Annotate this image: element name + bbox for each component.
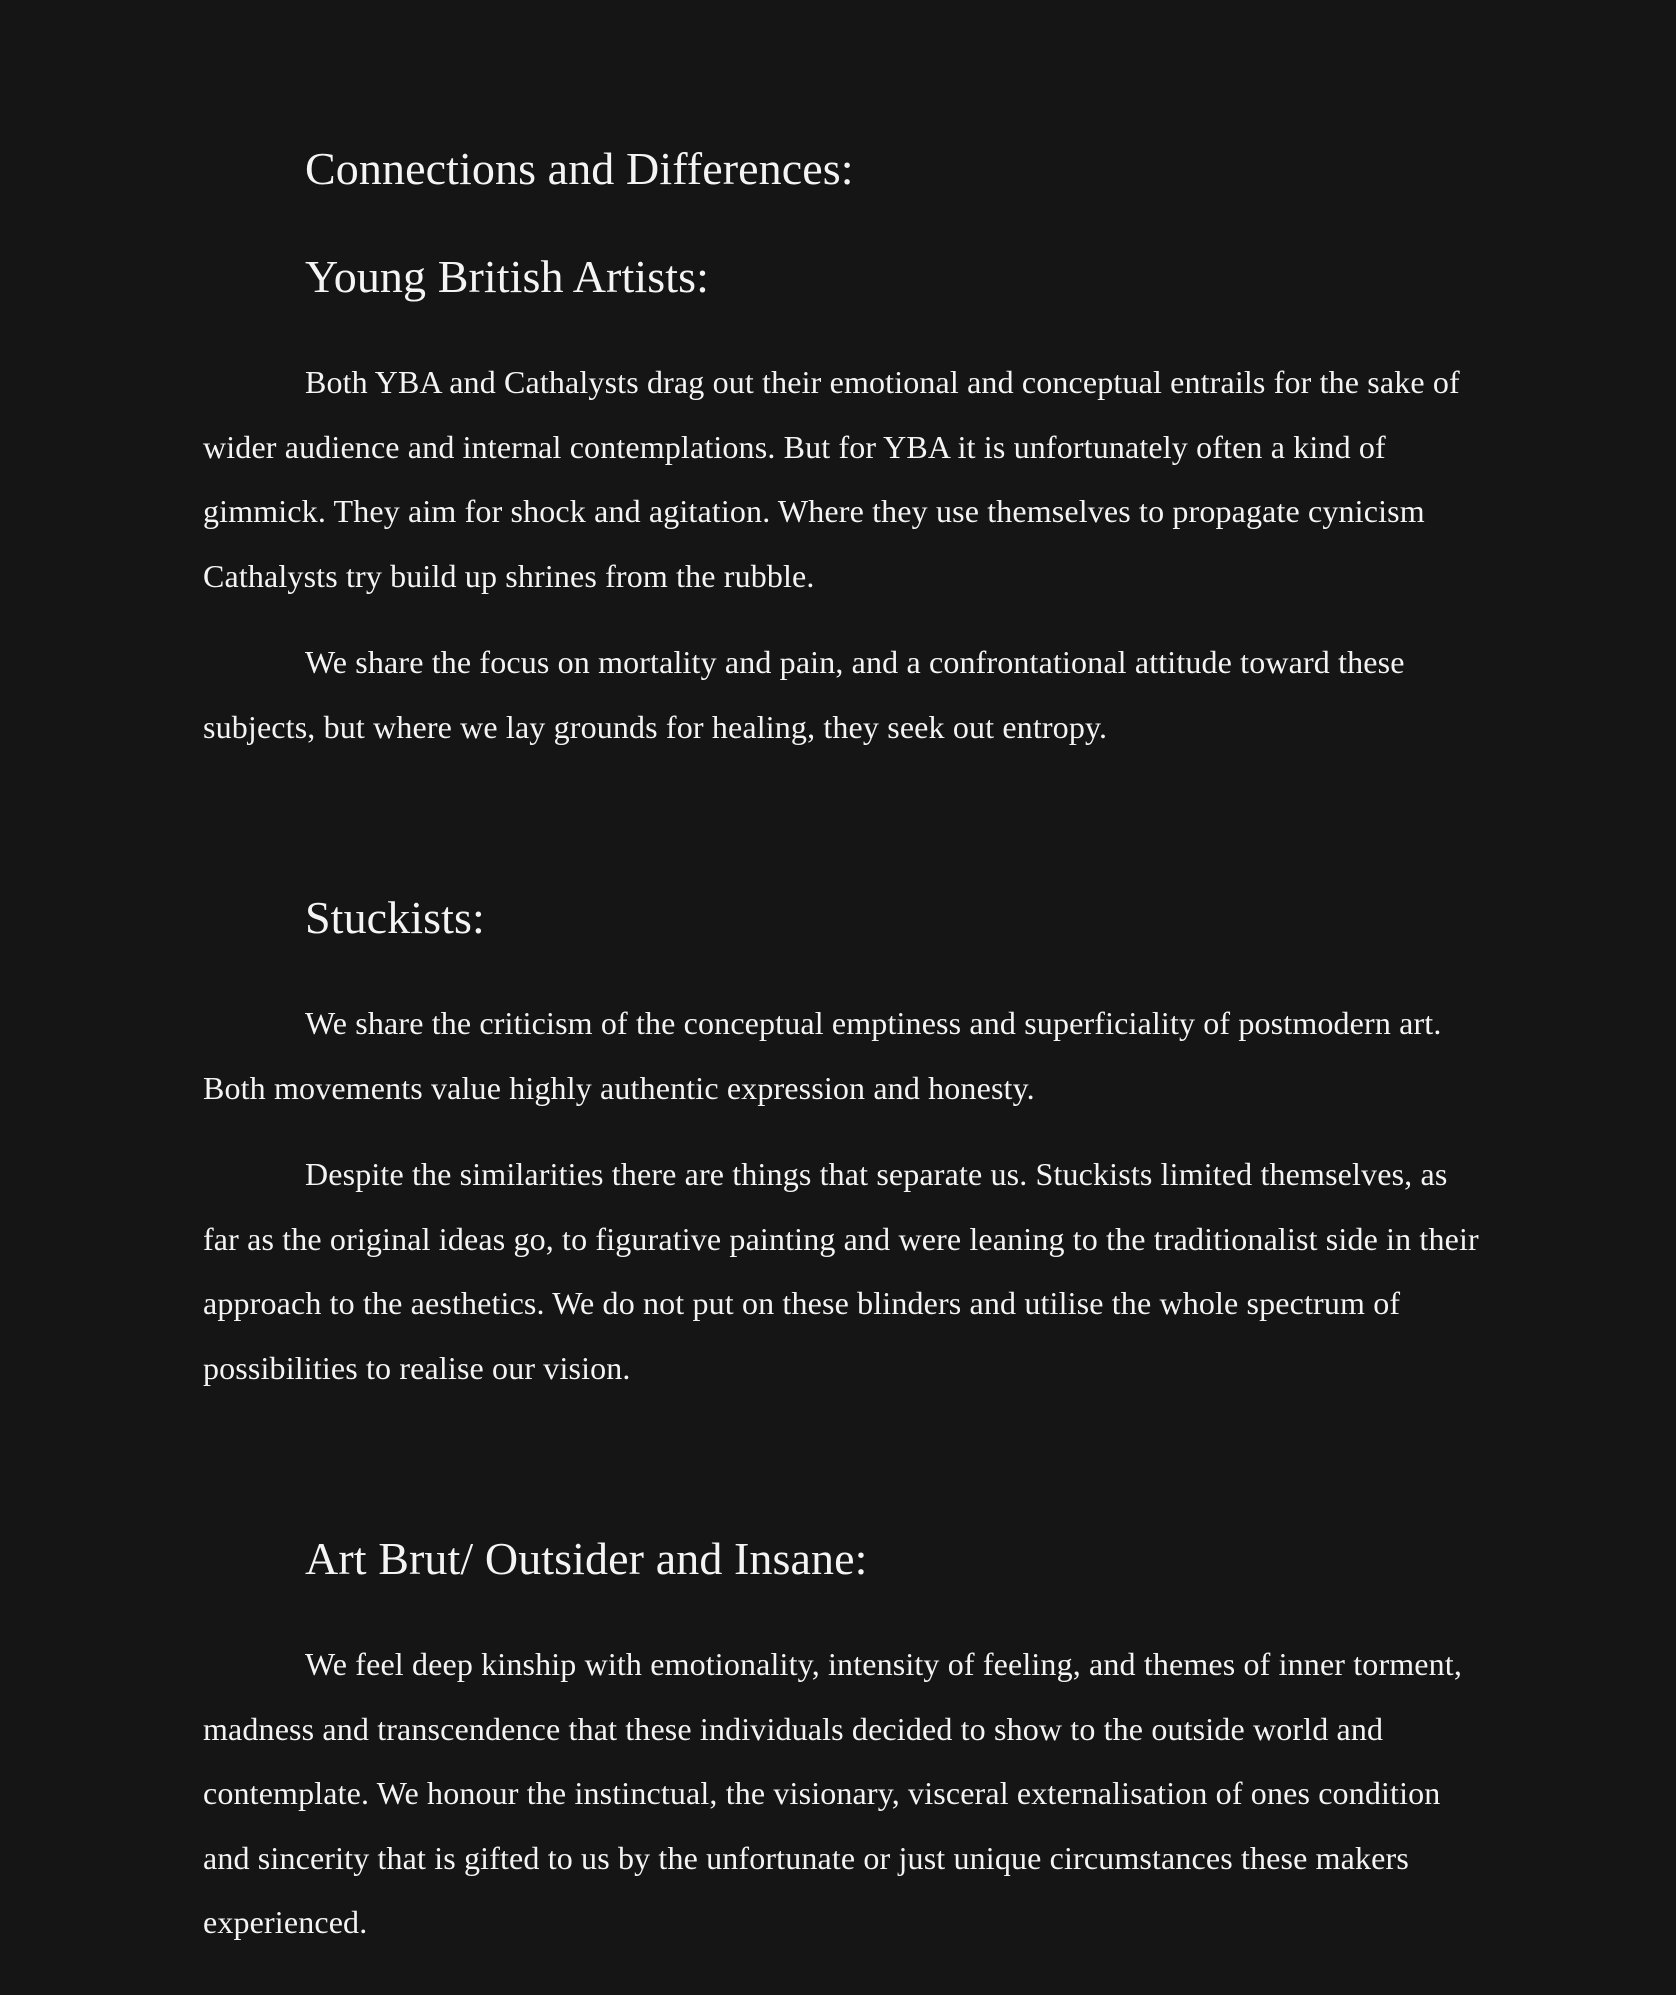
section-heading: Young British Artists: bbox=[305, 251, 709, 302]
paragraph: Both YBA and Cathalysts drag out their emotional and conceptual entrails for the sake of wider audience and internal contemplations. But for YBA it is unfortunately often a kind of gimmick. They aim for shock and agitation. Where they use themselves to propagate cynicism Cathalysts try build up shrines from the rubble. bbox=[203, 364, 1460, 594]
section-young-british-artists bbox=[203, 248, 1483, 759]
section-heading: Art Brut/ Outsider and Insane: bbox=[305, 1533, 868, 1584]
paragraph: We feel deep kinship with emotionality, intensity of feeling, and themes of inner torment, madness and transcendence that these individuals decided to show to the outside world and contemplate. We honour the instinctual, the visionary, visceral externalisation of ones condition and sincerity that is gifted to us by the unfortunate or just unique circumstances these makers experienced. bbox=[203, 1646, 1462, 1940]
paragraph: We share the focus on mortality and pain, and a confrontational attitude toward these subjects, but where we lay grounds for healing, they seek out entropy. bbox=[203, 644, 1405, 745]
page-title: Connections and Differences: bbox=[305, 143, 854, 194]
section-stuckists bbox=[203, 889, 1483, 1400]
paragraph: Despite the similarities there are things that separate us. Stuckists limited themselves, as far as the original ideas go, to figurative painting and were leaning to the traditionalist side in their approach to the aesthetics. We do not put on these blinders and utilise the whole spectrum of possibilities to realise our vision. bbox=[203, 1156, 1479, 1386]
document-body bbox=[203, 140, 1483, 1955]
section-heading: Stuckists: bbox=[305, 892, 485, 943]
section-art-brut bbox=[203, 1530, 1483, 1955]
paragraph: We share the criticism of the conceptual emptiness and superficiality of postmodern art. Both movements value highly authentic expression and honesty. bbox=[203, 1005, 1442, 1106]
